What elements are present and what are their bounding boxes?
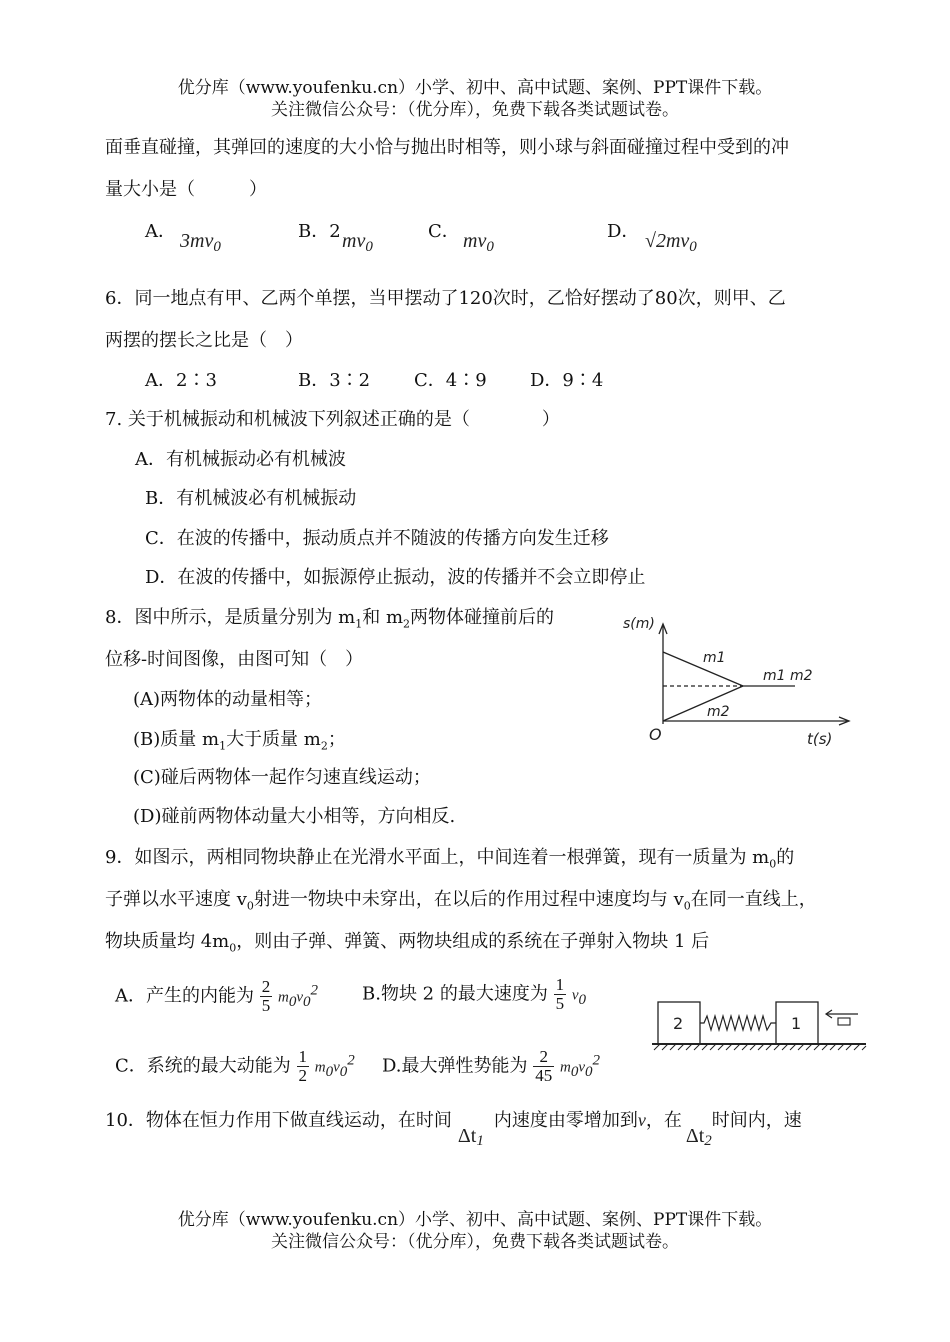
q5-option-d-expr: $√2mv_0$ xyxy=(645,230,697,256)
graph-x-label: t(s) xyxy=(807,730,833,748)
block-1-label: 1 xyxy=(791,1014,802,1033)
q7-option-d: D．在波的传播中，如振源停止振动，波的传播并不会立即停止 xyxy=(145,567,646,588)
q5-stem-line-2: 量大小是（ ） xyxy=(105,179,267,200)
q9-stem-line-3: 物块质量均 $4m_0$，则由子弹、弹簧、两物块组成的系统在子弹射入物块 1 后 xyxy=(105,931,710,955)
q9-option-b: B.物块 2 的最大速度为 $\frac{1}{5}$ $v_0$ xyxy=(362,975,586,1013)
graph-m1m2-label: m1 m2 xyxy=(763,668,813,684)
q6-option-d: D．9∶4 xyxy=(530,370,604,391)
q5-option-b-label: B．2 xyxy=(298,221,341,242)
q5-stem-line-1: 面垂直碰撞，其弹回的速度的大小恰与抛出时相等，则小球与斜面碰撞过程中受到的冲 xyxy=(105,137,789,158)
q8-option-b: (B)质量 $m_1$大于质量 $m_2$； xyxy=(133,729,346,753)
q10-stem: 10．物体在恒力作用下做直线运动，在时间$\Delta t_1$内速度由零增加到v，在$\Delta t_2$时间内，速 xyxy=(105,1110,802,1149)
q9-option-d: D.最大弹性势能为 $\frac{2}{45}$ $m_0v_0^2$ xyxy=(382,1047,600,1085)
graph-y-label: s(m) xyxy=(623,616,655,632)
bullet xyxy=(838,1018,850,1025)
q8-position-time-graph xyxy=(615,612,865,752)
q9-stem-line-2: 子弹以水平速度 $v_0$射进一物块中未穿出，在以后的作用过程中速度均与 $v_0$在同一直线上， xyxy=(105,889,817,913)
graph-line-m2 xyxy=(663,686,743,721)
q5-option-a-expr: $3mv_0$ xyxy=(180,230,221,256)
q8-stem-line-1: 8．图中所示，是质量分别为 $m_1$和 $m_2$两物体碰撞前后的 xyxy=(105,607,555,631)
header-line-2: 关注微信公众号：（优分库），免费下载各类试题试卷。 xyxy=(271,100,679,120)
block-2-label: 2 xyxy=(673,1014,684,1033)
q7-stem: 7. 关于机械振动和机械波下列叙述正确的是（ ） xyxy=(105,409,560,430)
q5-option-c-label: C． xyxy=(428,221,460,242)
q9-option-a: A．产生的内能为 $\frac{2}{5}$ $m_0v_0^2$ xyxy=(115,977,318,1015)
q9-option-c: C．系统的最大动能为 $\frac{1}{2}$ $m_0v_0^2$ xyxy=(115,1047,355,1085)
q7-option-c: C．在波的传播中，振动质点并不随波的传播方向发生迁移 xyxy=(145,528,609,549)
q6-stem-line-1: 6．同一地点有甲、乙两个单摆，当甲摆动了120次时，乙恰好摆动了80次，则甲、乙 xyxy=(105,288,786,309)
q5-option-b-expr: $mv_0$ xyxy=(342,230,373,256)
q6-option-a: A．2∶3 xyxy=(145,370,217,391)
q5-option-a-label: A． xyxy=(145,221,176,242)
q9-blocks-spring-diagram xyxy=(650,996,868,1056)
footer-line-2: 关注微信公众号：（优分库），免费下载各类试题试卷。 xyxy=(271,1232,679,1252)
q6-stem-line-2: 两摆的摆长之比是（ ） xyxy=(105,330,303,351)
graph-origin-label: O xyxy=(649,725,662,744)
q8-option-c: (C)碰后两物体一起作匀速直线运动； xyxy=(133,767,431,788)
graph-m2-label: m2 xyxy=(707,704,730,720)
q9-stem-line-1: 9．如图示，两相同物块静止在光滑水平面上，中间连着一根弹簧，现有一质量为 $m_0$的 xyxy=(105,847,795,871)
q8-stem-line-2: 位移-时间图像，由图可知（ ） xyxy=(105,649,364,670)
footer-line-1: 优分库（www.youfenku.cn）小学、初中、高中试题、案例、PPT课件下载。 xyxy=(177,1210,773,1230)
q6-option-b: B．3∶2 xyxy=(298,370,371,391)
q6-option-c: C．4∶9 xyxy=(414,370,487,391)
q7-option-a: A．有机械振动必有机械波 xyxy=(135,449,346,470)
q5-option-d-label: D． xyxy=(607,221,640,242)
spring xyxy=(700,1016,776,1030)
header-line-1: 优分库（www.youfenku.cn）小学、初中、高中试题、案例、PPT课件下载。 xyxy=(177,78,773,98)
graph-m1-label: m1 xyxy=(703,650,726,666)
q5-option-c-expr: $mv_0$ xyxy=(463,230,494,256)
q8-option-a: (A)两物体的动量相等； xyxy=(133,689,323,710)
q8-option-d: (D)碰前两物体动量大小相等，方向相反. xyxy=(133,806,456,827)
q7-option-b: B．有机械波必有机械振动 xyxy=(145,488,357,509)
